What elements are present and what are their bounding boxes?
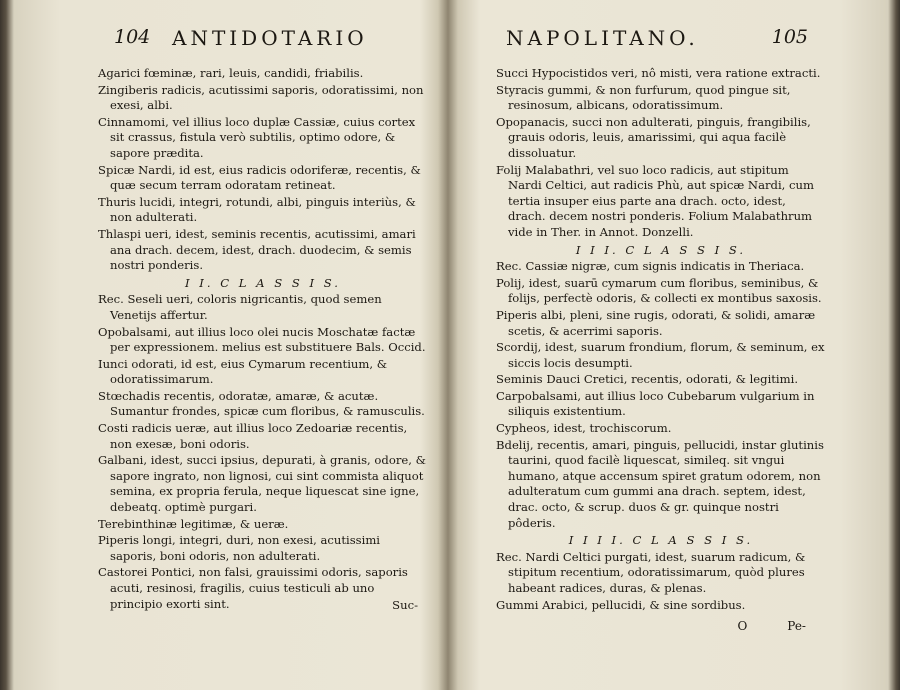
ingredient-entry: Terebinthinæ legitimæ, & ueræ.: [98, 516, 289, 531]
ingredient-entry: Piperis longi, integri, duri, non exesi, acutissimi saporis, boni odoris, non adulterati.: [98, 533, 381, 563]
ingredient-entry: Bdelij, recentis, amari, pinguis, pellucidi, instar glutinis taurini, quod facilè liquescat, simileq. sit vngui humano, atque accensum spiret gratum odorem, non adulteratum cum gummi ana drach. septem, idest, drac. octo, & scrup. duos & gr. quinque nostri pôderis.: [496, 437, 824, 530]
page-number: 104: [114, 26, 151, 48]
right-page: [486, 0, 826, 690]
ingredient-entry: Carpobalsami, aut illius loco Cubebarum vulgarium in siliquis existentium.: [496, 388, 815, 419]
ingredient-entry: Succi Hypocistidos veri, nô misti, vera ratione extracti.: [496, 66, 821, 80]
class-heading: I I. C L A S S I S.: [185, 275, 341, 290]
signature-mark: O: [737, 619, 748, 634]
ingredient-entry: Rec. Seseli ueri, coloris nigricantis, quod semen Venetijs affertur.: [98, 292, 382, 322]
catchword: Suc-: [392, 598, 418, 613]
right-body: [486, 66, 826, 635]
class-heading: I I I. C L A S S I S.: [575, 242, 747, 257]
ingredient-entry: Rec. Cassiæ nigræ, cum signis indicatis in Theriaca.: [496, 259, 805, 274]
ingredient-entry: Gummi Arabici, pellucidi, & sine sordibus.: [496, 597, 746, 612]
ingredient-entry: Stœchadis recentis, odoratæ, amaræ, & acutæ. Sumantur frondes, spicæ cum floribus, & ramusculis.: [98, 388, 425, 419]
class-heading: I I I I. C L A S S I S.: [568, 533, 754, 548]
right-running-head: [486, 26, 826, 66]
ingredient-entry: Castorei Pontici, non falsi, grauissimi odoris, saporis acuti, resinosi, fragilis, cuius testiculi ab uno principio exorti sint.: [98, 565, 408, 611]
ingredient-entry: Zingiberis radicis, acutissimi saporis, odoratissimi, non exesi, albi.: [98, 82, 424, 113]
ingredient-entry: Folij Malabathri, vel suo loco radicis, aut stipitum Nardi Celtici, aut radicis Phù, aut spicæ Nardi, cum tertia insuper eius parte ana drach. octo, idest, drach. decem nostri ponderis. Folium Malabathrum vide in Ther. in Annot. Donzelli.: [496, 162, 814, 239]
left-page: [88, 0, 428, 690]
running-title: NAPOLITANO.: [506, 26, 699, 50]
ingredient-entry: Seminis Dauci Cretici, recentis, odorati, & legitimi.: [496, 372, 799, 387]
ingredient-entry: Polij, idest, suarū cymarum cum floribus, seminibus, & folijs, perfectè odoris, & collecti ex montibus saxosis.: [496, 275, 822, 306]
ingredient-entry: Scordij, idest, suarum frondium, florum, & seminum, ex siccis locis desumpti.: [496, 340, 825, 370]
ingredient-entry: Galbani, idest, succi ipsius, depurati, à granis, odore, & sapore ingrato, non lignosi, cui sint commista aliquot semina, ex propria ferula, neque liquescat sine igne, debeatq. optimè purgari.: [98, 453, 426, 515]
left-running-head: [88, 26, 428, 66]
ingredient-entry: Rec. Nardi Celtici purgati, idest, suarum radicum, & stipitum recentium, odoratissimarum, quòd plures habeant radices, duras, & plenas.: [496, 549, 806, 595]
signature-row: [496, 619, 826, 635]
left-body: [88, 66, 428, 614]
ingredient-entry: Opopanacis, succi non adulterati, pinguis, frangibilis, grauis odoris, leuis, amarissimi, qui aqua facilè dissoluatur.: [496, 114, 811, 160]
ingredient-entry: Thuris lucidi, integri, rotundi, albi, pinguis interiùs, & non adulterati.: [98, 194, 416, 225]
running-title: ANTIDOTARIO: [172, 26, 368, 50]
ingredient-entry: Costi radicis ueræ, aut illius loco Zedoariæ recentis, non exesæ, boni odoris.: [98, 421, 408, 451]
ingredient-entry: Spicæ Nardi, id est, eius radicis odoriferæ, recentis, & quæ secum terram odoratam retineat.: [98, 162, 421, 193]
ingredient-entry: Iunci odorati, id est, eius Cymarum recentium, & odoratissimarum.: [98, 356, 388, 387]
ingredient-entry: Piperis albi, pleni, sine rugis, odorati, & solidi, amaræ scetis, & acerrimi saporis.: [496, 307, 816, 338]
ingredient-entry: Styracis gummi, & non furfurum, quod pingue sit, resinosum, albicans, odoratissimum.: [496, 82, 791, 113]
ingredient-entry: Thlaspi ueri, idest, seminis recentis, acutissimi, amari ana drach. decem, idest, drach. duodecim, & semis nostri ponderis.: [98, 226, 416, 273]
ingredient-entry: Cinnamomi, vel illius loco duplæ Cassiæ, cuius cortex sit crassus, fistula verò subtilis, optimo odore, & sapore prædita.: [98, 114, 416, 160]
catchword: Pe-: [787, 619, 806, 634]
ingredient-entry: Opobalsami, aut illius loco olei nucis Moschatæ factæ per expressionem. melius est substituere Bals. Occid.: [98, 324, 426, 355]
ingredient-entry: Agarici fœminæ, rari, leuis, candidi, friabilis.: [98, 66, 364, 80]
ingredient-entry: Cypheos, idest, trochiscorum.: [496, 421, 672, 436]
page-number: 105: [771, 26, 808, 48]
